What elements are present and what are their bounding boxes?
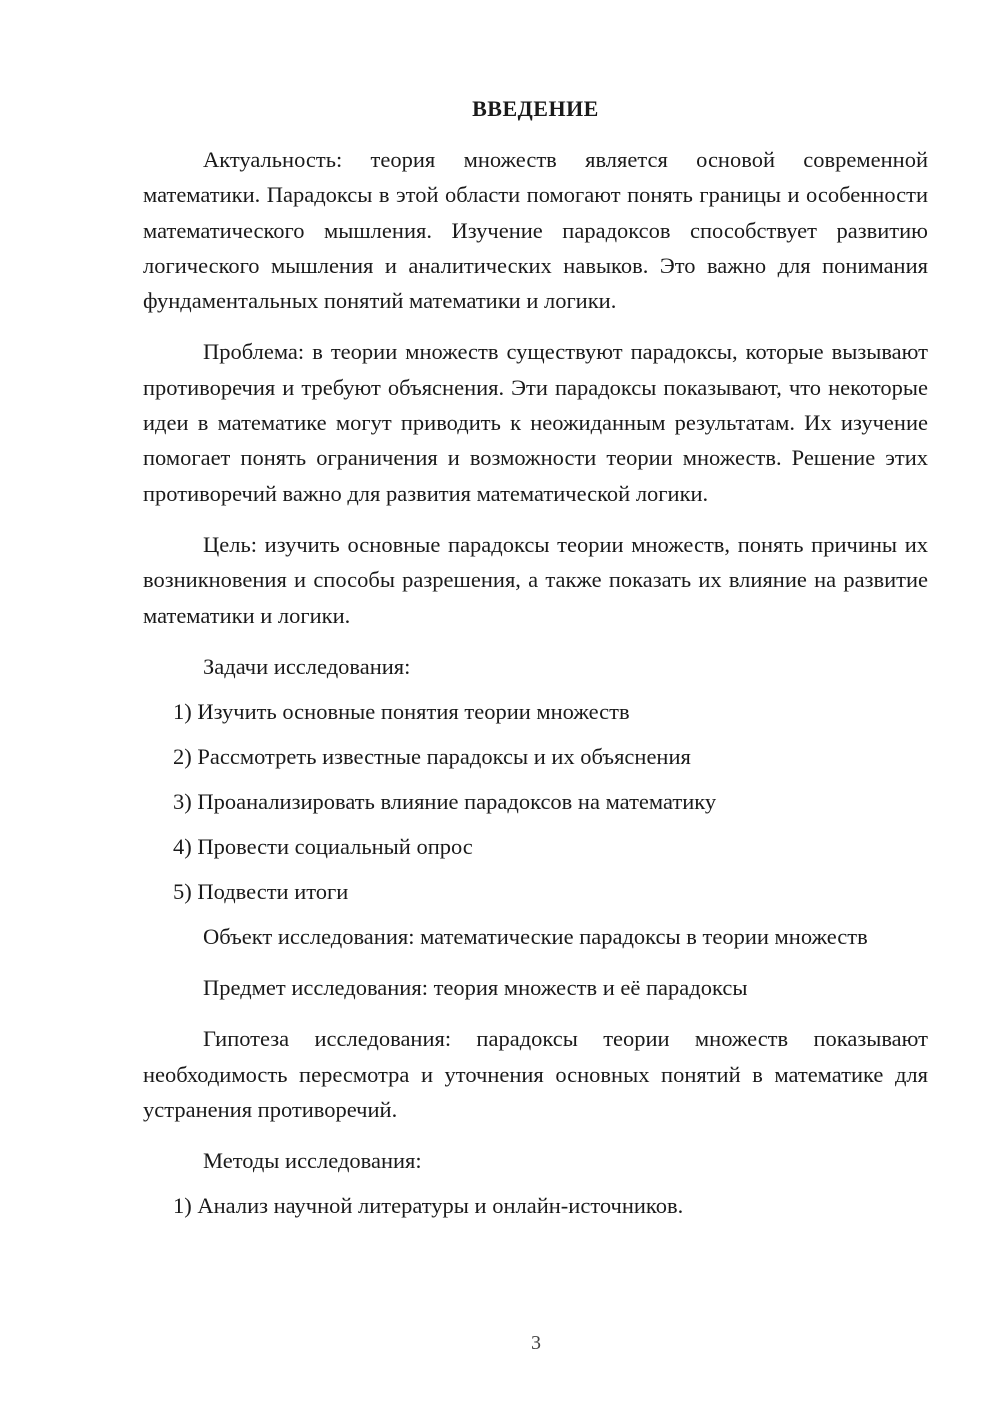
list-item: 1) Анализ научной литературы и онлайн-источников. (173, 1193, 684, 1219)
methods-heading: Методы исследования: (203, 1148, 422, 1174)
object-paragraph: Объект исследования: математические парадоксы в теории множеств (203, 923, 868, 949)
section-title: ВВЕДЕНИЕ (472, 96, 599, 121)
list-item: 3) Проанализировать влияние парадоксов на математику (173, 788, 717, 814)
tasks-list (143, 694, 928, 909)
tasks-heading: Задачи исследования: (203, 653, 411, 679)
methods-list (143, 1188, 928, 1223)
list-item: 1) Изучить основные понятия теории множеств (173, 698, 630, 724)
subject-paragraph: Предмет исследования: теория множеств и её парадоксы (203, 975, 748, 1001)
problem-paragraph: Проблема: в теории множеств существуют парадоксы, которые вызывают противоречия и требуют объяснения. Эти парадоксы показывают, что некоторые идеи в математике могут приводить к неожиданным результатам. Их изучение помогает понять ограничения и возможности теории множеств. Решение этих противоречий важно для развития математической логики. (143, 339, 928, 506)
relevance-paragraph: Актуальность: теория множеств является основой современной математики. Парадоксы в этой области помогают понять границы и особенности математического мышления. Изучение парадоксов способствует развитию логического мышления и аналитических навыков. Это важно для понимания фундаментальных понятий математики и логики. (143, 147, 928, 314)
page-number: 3 (531, 1332, 541, 1354)
list-item: 2) Рассмотреть известные парадоксы и их объяснения (173, 743, 691, 769)
list-item: 5) Подвести итоги (173, 878, 349, 904)
list-item: 4) Провести социальный опрос (173, 833, 473, 859)
page-content (143, 92, 928, 1233)
hypothesis-paragraph: Гипотеза исследования: парадоксы теории множеств показывают необходимость пересмотра и уточнения основных понятий в математике для устранения противоречий. (143, 1026, 928, 1123)
goal-paragraph: Цель: изучить основные парадоксы теории множеств, понять причины их возникновения и способы разрешения, а также показать их влияние на развитие математики и логики. (143, 531, 928, 628)
